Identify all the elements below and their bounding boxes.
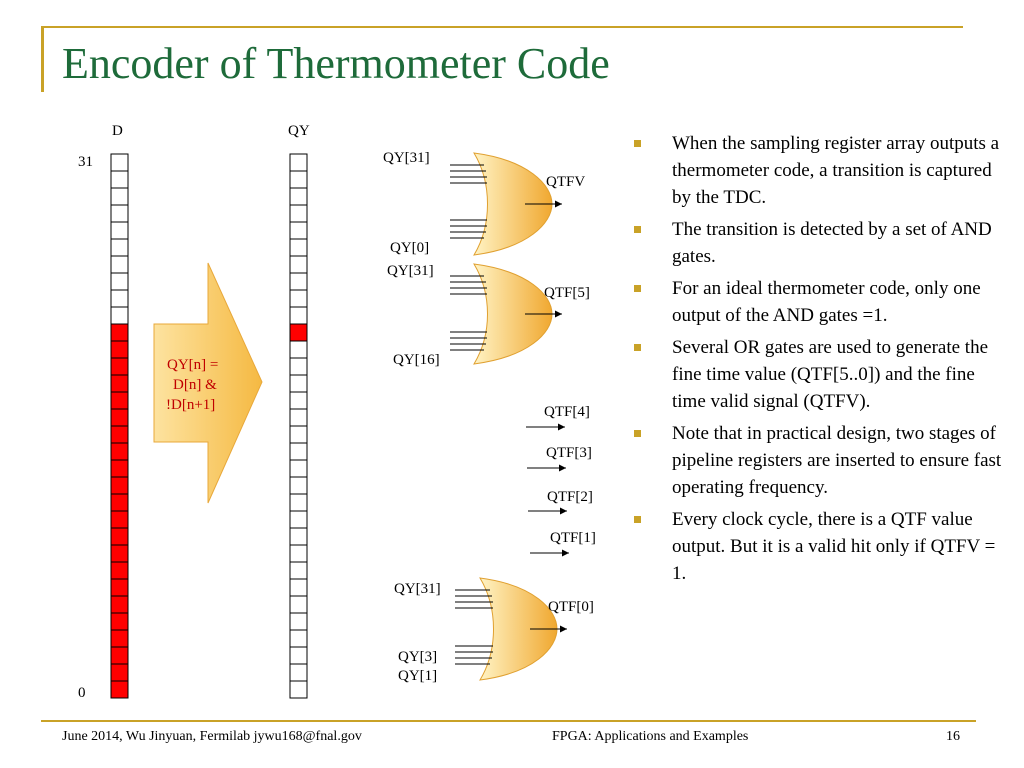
qy-register-cell [290,426,307,443]
qy-register-cell [290,477,307,494]
gate3-input-bottom-1: QY[3] [398,649,438,665]
d-register-cell [111,477,128,494]
d-register-cell [111,154,128,171]
qy-register-cell [290,324,307,341]
bullet-square-icon [634,430,641,437]
d-register-cell [111,647,128,664]
qy-register-cell [290,392,307,409]
bullet-square-icon [634,140,641,147]
footer-rule [41,720,976,722]
d-register-cell [111,307,128,324]
qy-register-cell [290,596,307,613]
d-column-label: D [112,123,123,139]
slide-title: Encoder of Thermometer Code [62,39,610,88]
gate1-input-bottom: QY[0] [390,240,430,256]
qy-column-label: QY [288,123,310,139]
gate3-output: QTF[0] [548,599,594,615]
qy-register-cell [290,460,307,477]
d-register-cell [111,613,128,630]
d-register-cell [111,392,128,409]
bullet-square-icon [634,516,641,523]
d-register-cell [111,205,128,222]
footer-left: June 2014, Wu Jinyuan, Fermilab jywu168@fnal.gov [62,729,362,744]
qy-register-cell [290,579,307,596]
bullet-text: Several OR gates are used to generate the fine time value (QTF[5..0]) and the fine time valid signal (QTFV). [672,337,989,412]
qy-register-cell [290,545,307,562]
bullet-text: Note that in practical design, two stages of pipeline registers are inserted to ensure fast operating frequency. [672,423,1002,498]
d-register-cell [111,341,128,358]
bullet-item [630,275,1010,329]
d-register-cell [111,460,128,477]
d-register-column [111,154,128,698]
qy-register-cell [290,681,307,698]
gate2-input-bottom: QY[16] [393,352,440,368]
qy-register-cell [290,664,307,681]
bullet-text: When the sampling register array outputs a thermometer code, a transition is captured by the TDC. [672,133,1000,208]
gate3-input-top: QY[31] [394,581,441,597]
qy-register-cell [290,528,307,545]
qy-register-cell [290,409,307,426]
d-bottom-index: 0 [78,685,86,701]
bullet-item [630,506,1010,587]
arrow-text-line2: D[n] & [173,377,217,393]
qy-register-cell [290,154,307,171]
gate1-input-top: QY[31] [383,150,430,166]
bullet-text: Every clock cycle, there is a QTF value output. But it is a valid hit only if QTFV = 1. [672,509,996,584]
d-top-index: 31 [78,154,93,170]
d-register-cell [111,324,128,341]
d-register-cell [111,409,128,426]
qy-register-cell [290,562,307,579]
qy-register-cell [290,222,307,239]
footer-center: FPGA: Applications and Examples [552,729,749,744]
bullet-item [630,216,1010,270]
gate3-input-bottom-2: QY[1] [398,668,438,684]
qy-register-column [290,154,307,698]
output-qtf3: QTF[3] [546,445,592,461]
bullet-text: For an ideal thermometer code, only one output of the AND gates =1. [672,278,981,326]
bullet-item [630,334,1010,415]
qy-register-cell [290,341,307,358]
bullet-square-icon [634,285,641,292]
qy-register-cell [290,647,307,664]
d-register-cell [111,630,128,647]
or-gate-qtf5 [450,264,562,364]
d-register-cell [111,222,128,239]
d-register-cell [111,494,128,511]
d-register-cell [111,596,128,613]
d-register-cell [111,562,128,579]
qy-register-cell [290,613,307,630]
d-register-cell [111,681,128,698]
qy-register-cell [290,511,307,528]
qy-register-cell [290,375,307,392]
d-register-cell [111,528,128,545]
qy-register-cell [290,630,307,647]
d-register-cell [111,426,128,443]
page-number: 16 [946,729,960,744]
bullet-item [630,420,1010,501]
qy-register-cell [290,273,307,290]
d-register-cell [111,511,128,528]
output-qtf1: QTF[1] [550,530,596,546]
bullet-square-icon [634,226,641,233]
or-gate-qtfv [450,153,562,255]
qy-register-cell [290,358,307,375]
d-register-cell [111,358,128,375]
d-register-cell [111,443,128,460]
bullet-text: The transition is detected by a set of AND gates. [672,219,992,267]
qy-register-cell [290,171,307,188]
qy-register-cell [290,290,307,307]
d-register-cell [111,375,128,392]
qy-register-cell [290,188,307,205]
qy-register-cell [290,494,307,511]
output-qtf4: QTF[4] [544,404,590,420]
d-register-cell [111,545,128,562]
arrow-text-line3: !D[n+1] [166,397,216,413]
bullet-item [630,130,1010,211]
d-register-cell [111,290,128,307]
qy-register-cell [290,256,307,273]
d-register-cell [111,171,128,188]
bullet-square-icon [634,344,641,351]
output-qtf2: QTF[2] [547,489,593,505]
d-register-cell [111,579,128,596]
d-register-cell [111,664,128,681]
qy-register-cell [290,205,307,222]
d-register-cell [111,239,128,256]
d-register-cell [111,188,128,205]
d-register-cell [111,273,128,290]
gate2-input-top: QY[31] [387,263,434,279]
or-gate-qtf0 [455,578,567,680]
qy-register-cell [290,307,307,324]
d-register-cell [111,256,128,273]
gate2-output: QTF[5] [544,285,590,301]
arrow-text-line1: QY[n] = [167,357,219,373]
gate1-output: QTFV [546,174,586,190]
bullet-list [630,130,1010,592]
qy-register-cell [290,443,307,460]
qy-register-cell [290,239,307,256]
